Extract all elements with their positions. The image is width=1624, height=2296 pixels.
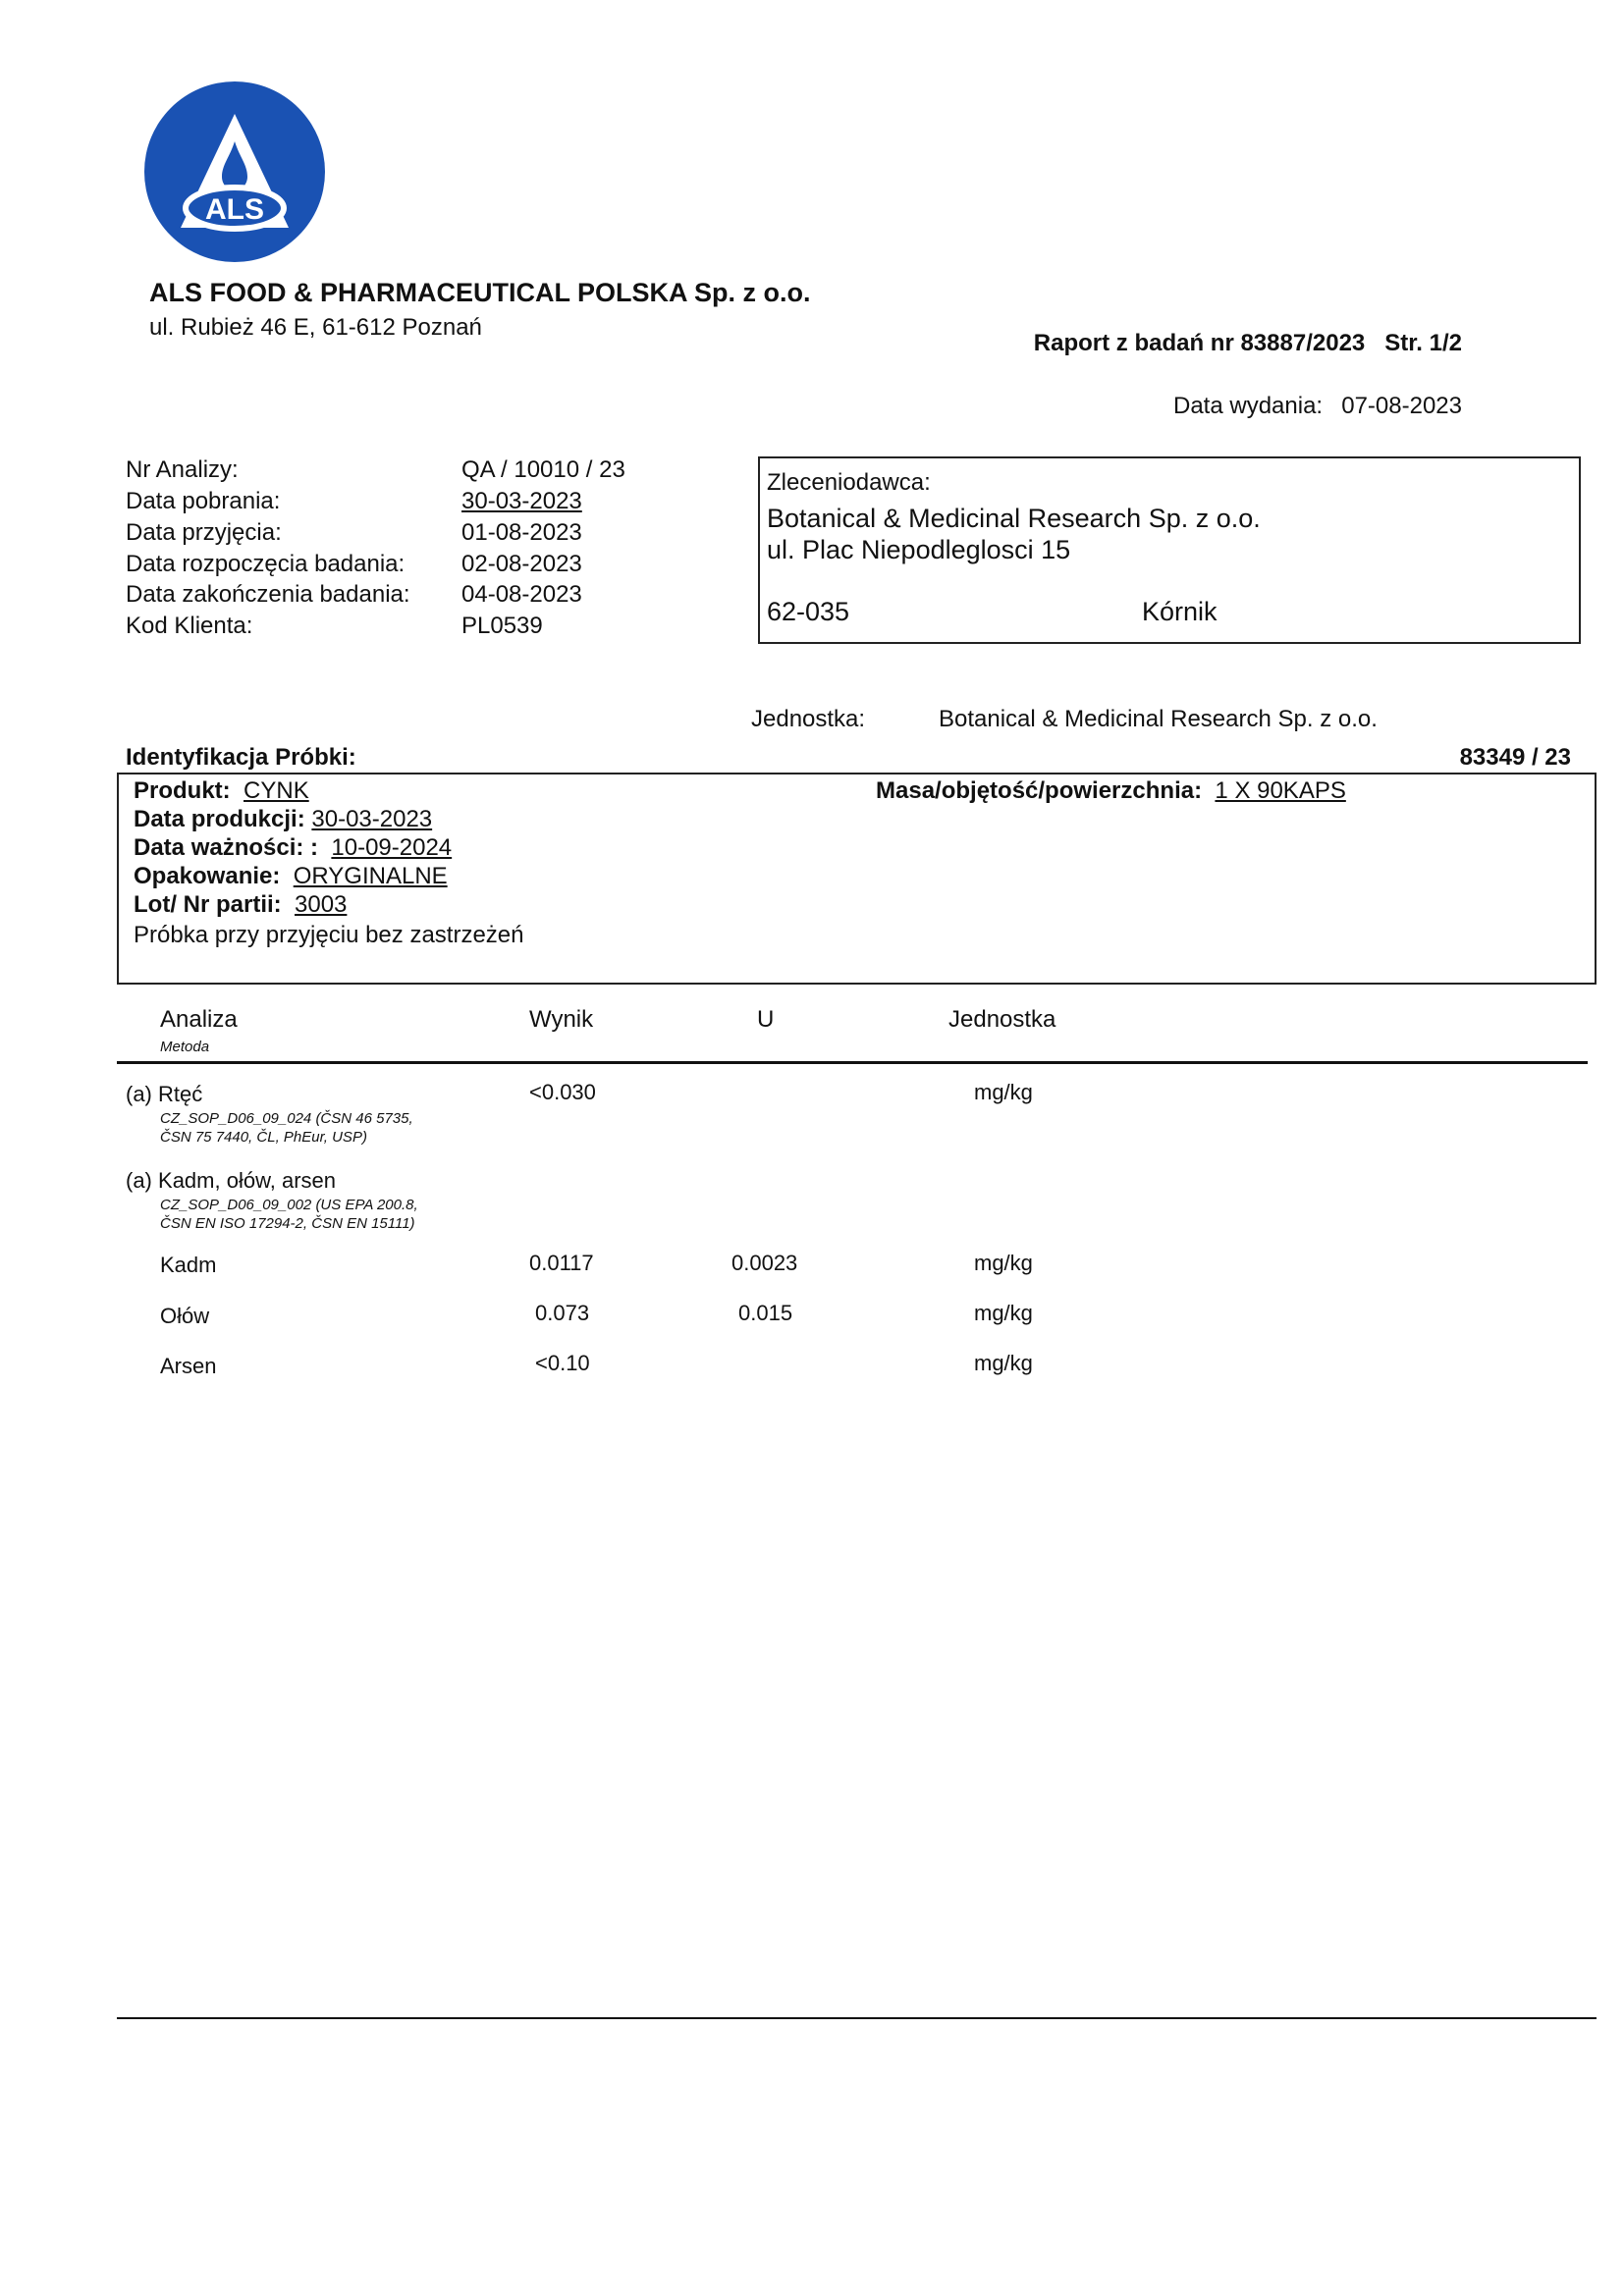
header-result: Wynik (529, 1006, 594, 1033)
product-label: Produkt: (134, 777, 231, 804)
row-method-line1: CZ_SOP_D06_09_002 (US EPA 200.8, (160, 1197, 418, 1213)
subrow-unit-cadmium: mg/kg (974, 1251, 1033, 1275)
issue-date-value: 07-08-2023 (1341, 393, 1462, 419)
row-prefix: (a) (126, 1168, 152, 1193)
company-name: ALS FOOD & PHARMACEUTICAL POLSKA Sp. z o.o. (149, 278, 811, 307)
mass-label: Masa/objętość/powierzchnia: (876, 777, 1203, 804)
analysis-info-label-1: Data pobrania: (126, 488, 281, 514)
subrow-unit-arsenic: mg/kg (974, 1351, 1033, 1375)
lot-value: 3003 (295, 891, 348, 918)
expiry-label: Data ważności: : (134, 834, 319, 861)
mass-value: 1 X 90KAPS (1215, 777, 1346, 804)
row-result: <0.030 (529, 1080, 596, 1104)
lot-row (134, 891, 347, 919)
client-street: ul. Plac Niepodleglosci 15 (767, 535, 1071, 564)
client-label: Zleceniodawca: (767, 469, 931, 496)
header-unit: Jednostka (948, 1006, 1056, 1033)
report-title: Raport z badań nr 83887/2023 (1033, 330, 1366, 356)
production-value: 30-03-2023 (311, 806, 433, 832)
row-method-line1: CZ_SOP_D06_09_024 (ČSN 46 5735, (160, 1110, 413, 1127)
unit-label: Jednostka: (751, 706, 866, 732)
header-analysis: Analiza (160, 1006, 238, 1033)
logo-text: ALS (205, 193, 264, 226)
subrow-unit-lead: mg/kg (974, 1301, 1033, 1325)
sample-section-title: Identyfikacja Próbki: (126, 744, 356, 771)
subrow-result-arsenic: <0.10 (535, 1351, 590, 1375)
header-method: Metoda (160, 1039, 210, 1055)
analysis-info-value-4: 04-08-2023 (461, 581, 582, 608)
report-header (1034, 330, 1462, 357)
expiry-value: 10-09-2024 (331, 834, 453, 861)
packaging-row (134, 863, 448, 890)
subrow-name-arsenic: Arsen (160, 1354, 217, 1378)
sample-note: Próbka przy przyjęciu bez zastrzeżeń (134, 922, 524, 948)
row-method-line2: ČSN 75 7440, ČL, PhEur, USP) (160, 1129, 367, 1146)
subrow-name-lead: Ołów (160, 1304, 210, 1328)
report-page: Str. 1/2 (1384, 330, 1462, 356)
expiry-row (134, 834, 452, 862)
analysis-info-value-5: PL0539 (461, 613, 543, 639)
als-logo (143, 80, 326, 263)
analysis-info-value-2: 01-08-2023 (461, 519, 582, 546)
production-row (134, 806, 432, 833)
analysis-info-value-0: QA / 10010 / 23 (461, 456, 625, 483)
client-postal-code: 62-035 (767, 597, 850, 626)
table-row-metals (126, 1168, 336, 1194)
footer-divider (117, 2017, 1597, 2019)
row-name: Rtęć (158, 1082, 203, 1106)
table-header-divider (117, 1061, 1588, 1064)
row-name: Kadm, ołów, arsen (158, 1168, 336, 1193)
company-address: ul. Rubież 46 E, 61-612 Poznań (149, 314, 482, 341)
product-value: CYNK (244, 777, 309, 804)
subrow-result-lead: 0.073 (535, 1301, 590, 1325)
analysis-info-label-4: Data zakończenia badania: (126, 581, 410, 608)
row-method-line2: ČSN EN ISO 17294-2, ČSN EN 15111) (160, 1215, 415, 1232)
packaging-label: Opakowanie: (134, 863, 281, 889)
subrow-u-lead: 0.015 (738, 1301, 793, 1325)
als-logo-icon (143, 80, 326, 263)
client-city: Kórnik (1142, 597, 1218, 626)
mass-row (876, 777, 1346, 805)
packaging-value: ORYGINALNE (293, 863, 448, 889)
analysis-info-label-2: Data przyjęcia: (126, 519, 282, 546)
issue-date-label: Data wydania: (1173, 393, 1324, 419)
analysis-info-value-1: 30-03-2023 (461, 488, 582, 514)
subrow-name-cadmium: Kadm (160, 1253, 217, 1277)
analysis-info-label-3: Data rozpoczęcia badania: (126, 551, 406, 577)
row-prefix: (a) (126, 1082, 152, 1106)
subrow-result-cadmium: 0.0117 (529, 1251, 594, 1275)
sample-number: 83349 / 23 (1459, 744, 1571, 771)
analysis-info-label-5: Kod Klienta: (126, 613, 253, 639)
lot-label: Lot/ Nr partii: (134, 891, 282, 918)
unit-value: Botanical & Medicinal Research Sp. z o.o. (939, 706, 1378, 732)
production-label: Data produkcji: (134, 806, 305, 832)
row-unit: mg/kg (974, 1080, 1033, 1104)
header-uncertainty: U (757, 1006, 775, 1033)
table-row-mercury (126, 1082, 202, 1107)
product-row (134, 777, 309, 805)
analysis-info-label-0: Nr Analizy: (126, 456, 239, 483)
client-name: Botanical & Medicinal Research Sp. z o.o. (767, 504, 1261, 533)
subrow-u-cadmium: 0.0023 (731, 1251, 798, 1275)
analysis-info-value-3: 02-08-2023 (461, 551, 582, 577)
